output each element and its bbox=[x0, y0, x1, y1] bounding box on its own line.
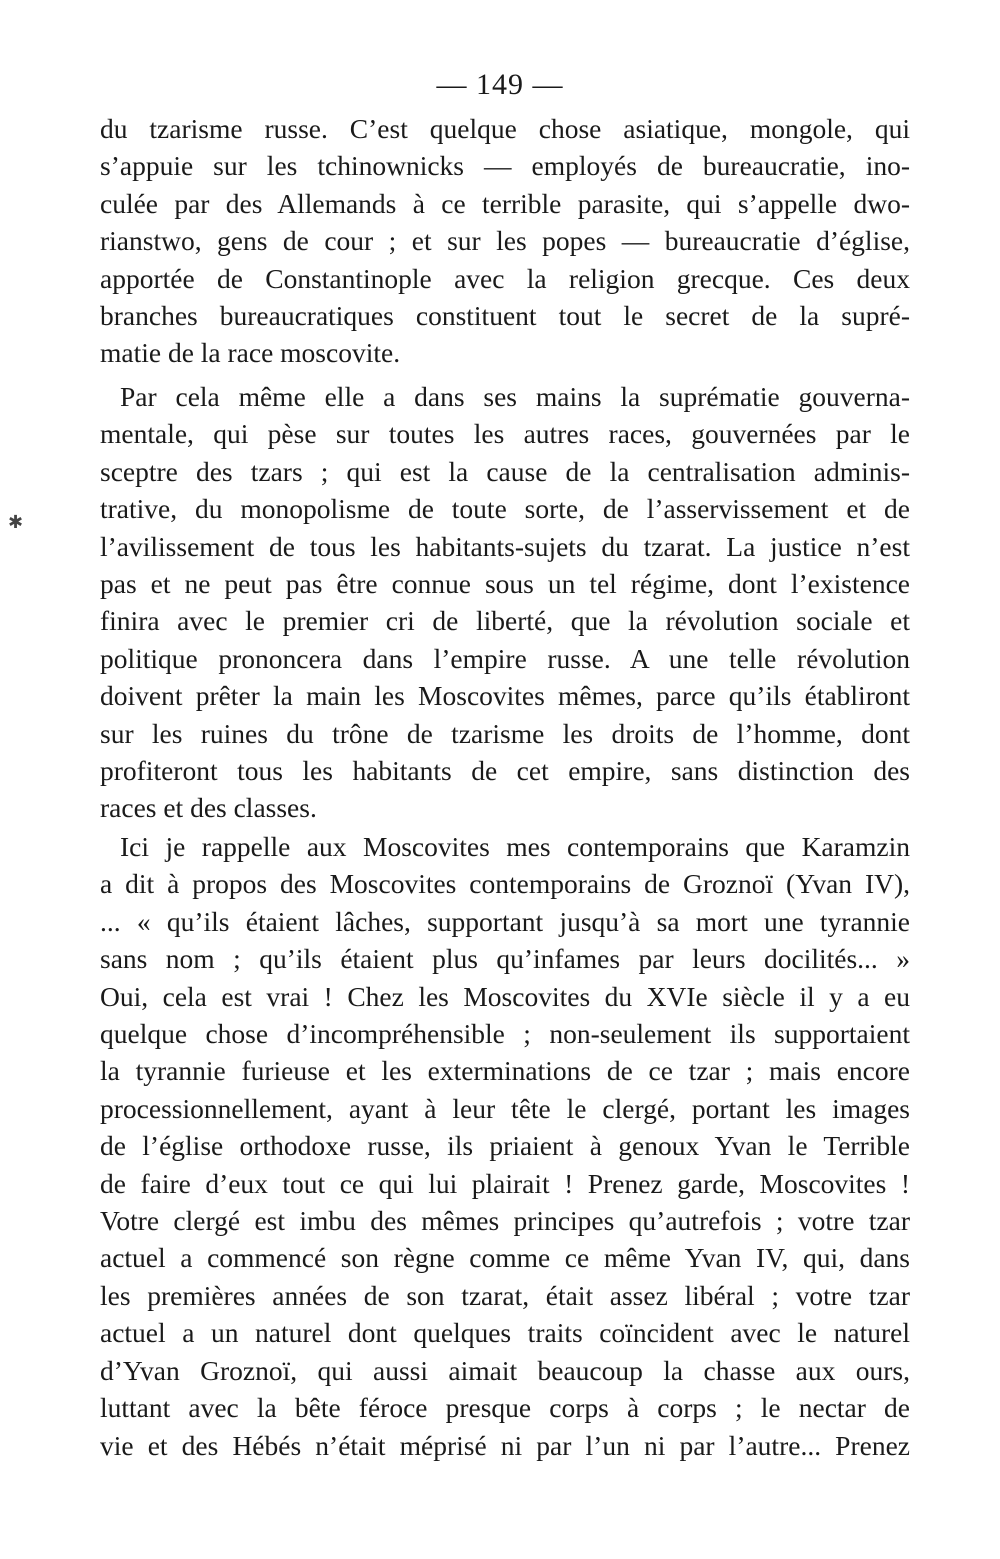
text-line: ... « qu’ils étaient lâches, supportant jusqu’à sa mort une tyrannie bbox=[100, 905, 910, 937]
text-line: processionnellement, ayant à leur tête le clergé, portant les images bbox=[100, 1092, 910, 1124]
text-line: profiteront tous les habitants de cet empire, sans distinction des bbox=[100, 755, 910, 787]
text-line: s’appuie sur les tchinownicks — employés de bureaucratie, ino- bbox=[100, 150, 910, 182]
text-line: vie et des Hébés n’était méprisé ni par l’un ni par l’autre... Prenez bbox=[100, 1429, 910, 1461]
text-line: pas et ne peut pas être connue sous un tel régime, dont l’existence bbox=[100, 568, 910, 600]
text-line: sur les ruines du trône de tzarisme les droits de l’homme, dont bbox=[100, 717, 910, 749]
text-line: quelque chose d’incompréhensible ; non-seulement ils supportaient bbox=[100, 1018, 910, 1050]
paragraph-2 bbox=[100, 378, 910, 827]
text-line: rianstwo, gens de cour ; et sur les popes — bureaucratie d’église, bbox=[100, 225, 910, 257]
text-line: matie de la race moscovite. bbox=[100, 337, 401, 369]
text-line: races et des classes. bbox=[100, 792, 317, 824]
text-line: actuel a un naturel dont quelques traits coïncident avec le naturel bbox=[100, 1317, 910, 1349]
text-line: branches bureaucratiques constituent tout le secret de la supré- bbox=[100, 300, 910, 332]
text-line: a dit à propos des Moscovites contemporains de Groznoï (Yvan IV), bbox=[100, 868, 910, 900]
text-line: sans nom ; qu’ils étaient plus qu’infames par leurs docilités... » bbox=[100, 943, 910, 975]
text-line: politique prononcera dans l’empire russe. A une telle révolution bbox=[100, 642, 910, 674]
paragraph-3 bbox=[100, 828, 910, 1464]
text-line: actuel a commencé son règne comme ce même Yvan IV, qui, dans bbox=[100, 1242, 910, 1274]
paragraph-1 bbox=[100, 110, 910, 372]
page-number: — 149 — bbox=[436, 68, 564, 101]
text-line: mentale, qui pèse sur toutes les autres races, gouvernées par le bbox=[100, 418, 910, 450]
text-line: sceptre des tzars ; qui est la cause de la centralisation adminis- bbox=[100, 455, 910, 487]
text-line: culée par des Allemands à ce terrible parasite, qui s’appelle dwo- bbox=[100, 187, 910, 219]
text-line: Oui, cela est vrai ! Chez les Moscovites du XVIe siècle il y a eu bbox=[100, 980, 910, 1012]
text-line: du tzarisme russe. C’est quelque chose asiatique, mongole, qui bbox=[100, 113, 910, 144]
text-line: finira avec le premier cri de liberté, que la révolution sociale et bbox=[100, 605, 910, 637]
text-line: Votre clergé est imbu des mêmes principes qu’autrefois ; votre tzar bbox=[100, 1205, 910, 1237]
text-line: de l’église orthodoxe russe, ils priaient à genoux Yvan le Terrible bbox=[100, 1130, 910, 1162]
text-line: Par cela même elle a dans ses mains la suprématie gouverna- bbox=[120, 381, 910, 412]
text-line: la tyrannie furieuse et les exterminations de ce tzar ; mais encore bbox=[100, 1055, 910, 1087]
text-line: luttant avec la bête féroce presque corps à corps ; le nectar de bbox=[100, 1392, 910, 1424]
text-line: Ici je rappelle aux Moscovites mes contemporains que Karamzin bbox=[120, 831, 910, 862]
text-line: apportée de Constantinople avec la religion grecque. Ces deux bbox=[100, 262, 910, 294]
text-line: trative, du monopolisme de toute sorte, de l’asservissement et de bbox=[100, 493, 910, 525]
margin-speck: ✱ bbox=[8, 512, 24, 532]
text-line: l’avilissement de tous les habitants-sujets du tzarat. La justice n’est bbox=[100, 530, 910, 562]
text-line: les premières années de son tzarat, était assez libéral ; votre tzar bbox=[100, 1279, 910, 1311]
text-line: de faire d’eux tout ce qui lui plairait ! Prenez garde, Moscovites ! bbox=[100, 1167, 910, 1199]
text-line: doivent prêter la main les Moscovites mêmes, parce qu’ils établiront bbox=[100, 680, 910, 712]
text-line: d’Yvan Groznoï, qui aussi aimait beaucoup la chasse aux ours, bbox=[100, 1354, 910, 1386]
